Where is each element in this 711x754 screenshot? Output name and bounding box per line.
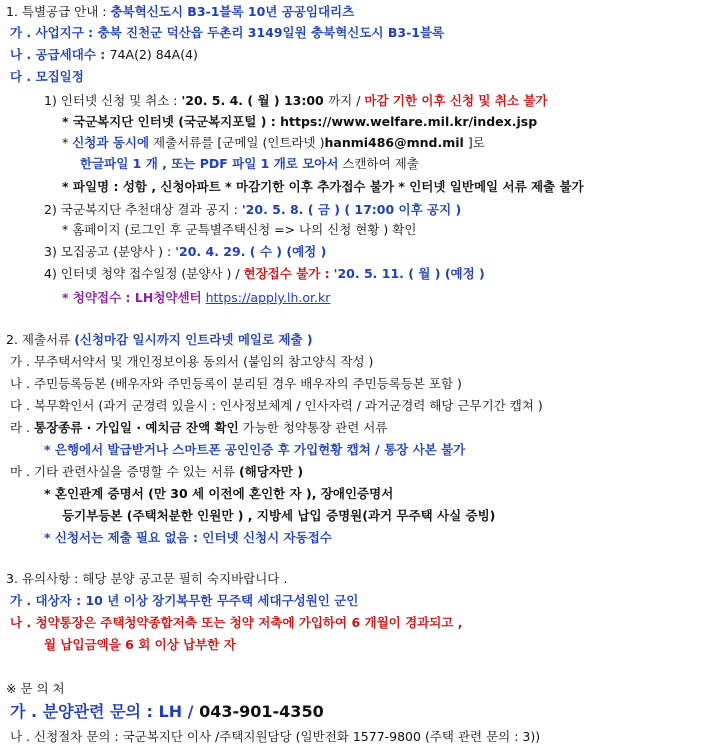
notice-line [62, 289, 330, 307]
notice-line [10, 24, 444, 42]
line-text: 한글파일 1 개 , 또는 PDF 파일 1 개로 모아서 [80, 156, 339, 171]
notice-line [10, 728, 540, 746]
notice-line [10, 46, 198, 64]
notice-line [10, 353, 373, 371]
line-text: 1) 인터넷 신청 및 취소 : [44, 93, 182, 108]
notice-line [62, 113, 537, 131]
line-text: * 신청서는 제출 필요 없음 : 인터넷 신청시 자동접수 [44, 530, 332, 545]
line-text: 월 납입금액을 6 회 이상 납부한 자 [44, 637, 236, 652]
line-text: 스캔하여 제출 [338, 156, 419, 171]
notice-line [6, 680, 65, 698]
notice-line [44, 529, 332, 547]
line-text: 74A(2) 84A(4) [109, 47, 198, 62]
line-text: 통장종류 · 가입일 · 예치금 잔액 확인 [34, 420, 239, 435]
line-text: 3. 유의사항 : 해당 분양 공고문 필히 숙지바랍니다 . [6, 571, 288, 586]
line-text: 나 . 청약통장은 주택청약종합저축 또는 청약 저축에 가입하여 6 개월이 경과되고 , [10, 615, 463, 630]
notice-line [44, 441, 465, 459]
line-text: 4) 인터넷 청약 접수일정 (분양사 ) / [44, 266, 244, 281]
notice-line [62, 221, 416, 239]
line-text: '20. 5. 11. ( 월 ) (예정 ) [333, 266, 485, 281]
notice-line [44, 92, 548, 110]
line-text: 라 . [10, 420, 34, 435]
line-text: 2. 제출서류 [6, 332, 75, 347]
line-text: 043-901-4350 [199, 702, 324, 721]
line-text: '20. 5. 8. ( 금 ) ( 17:00 이후 공지 ) [241, 202, 462, 217]
line-text: 1. 특별공급 안내 : [6, 4, 111, 19]
line-text: * 홈페이지 (로그인 후 군특별주택신청 => 나의 신청 현황 ) 확인 [62, 222, 417, 237]
line-text: 나 . 주민등록등본 (배우자와 주민등록이 분리된 경우 배우자의 주민등록등본 포함 ) [10, 376, 462, 391]
notice-line [10, 397, 543, 415]
line-text: (신청마감 일시까지 인트라넷 메일로 제출 ) [74, 332, 313, 347]
line-text: 등기부등본 (주택처분한 인원만 ) , 지방세 납입 증명원(과거 무주택 사실 증빙) [62, 508, 496, 523]
notice-line [62, 507, 495, 525]
line-text: 나 . 신청절차 문의 : 국군복지단 이사 /주택지원담당 (일반전화 1577-9800 (주택 관련 문의 : 3)) [10, 729, 541, 744]
notice-line [6, 3, 354, 21]
notice-line [80, 155, 419, 173]
notice-line [10, 614, 462, 632]
line-text: 가 . 사업지구 : 충북 진천군 덕산읍 두촌리 3149일원 충북혁신도시 B3-1블록 [10, 25, 445, 40]
line-text: 신청과 동시에 [72, 135, 150, 150]
notice-line [10, 592, 358, 610]
line-text: * 국군복지단 인터넷 (국군복지포털 ) : https://www.welfare.mil.kr/index.jsp [62, 114, 538, 129]
line-text: 나 . 공급세대수 : [10, 47, 110, 62]
line-text: 2) 국군복지단 추천대상 결과 공지 : [44, 202, 242, 217]
notice-line [44, 485, 393, 503]
url-link[interactable]: https://apply.lh.or.kr [205, 290, 331, 305]
notice-line [10, 702, 324, 722]
line-text: 제출서류를 [군메일 (인트라넷 ) [149, 135, 325, 150]
notice-line [10, 375, 462, 393]
line-text: 충북혁신도시 B3-1블록 10년 공공임대리츠 [110, 4, 355, 19]
line-text: 현장접수 불가 : [243, 266, 330, 281]
notice-line [44, 636, 236, 654]
line-text: 가 . 대상자 : 10 년 이상 장기복무한 무주택 세대구성원인 군인 [10, 593, 359, 608]
line-text: 3) 모집공고 (분양사 ) : [44, 244, 176, 259]
line-text: (해당자만 ) [238, 464, 304, 479]
notice-line [10, 68, 84, 86]
line-text: * 파일명 : 성함 , 신청아파트 * 마감기한 이후 추가접수 불가 * 인터넷 일반메일 서류 제출 불가 [62, 179, 584, 194]
line-text: * [62, 135, 73, 150]
line-text: 까지 / [328, 93, 365, 108]
line-text: '20. 5. 4. ( 월 ) 13:00 [181, 93, 329, 108]
notice-line [10, 463, 303, 481]
line-text: 다 . 복무확인서 (과거 군경력 있을시 : 인사정보체계 / 인사자력 / 과거군경력 해당 근무기간 캡쳐 ) [10, 398, 543, 413]
notice-line [10, 419, 387, 437]
line-text: * 혼인관계 증명서 (만 30 세 이전에 혼인한 자 ), 장애인증명서 [44, 486, 394, 501]
notice-line [44, 243, 326, 261]
notice-line [6, 570, 287, 588]
line-text: 가능한 청약통장 관련 서류 [238, 420, 388, 435]
line-text: 가 . 무주택서약서 및 개인정보이용 동의서 (붙임의 참고양식 작성 ) [10, 354, 374, 369]
line-text: hanmi486@mnd.mil [324, 135, 464, 150]
notice-line [6, 331, 313, 349]
line-text: 마 . 기타 관련사실을 증명할 수 있는 서류 [10, 464, 239, 479]
line-text: * 청약접수 : LH청약센터 [62, 290, 202, 305]
notice-line [62, 178, 584, 196]
line-text: 마감 기한 이후 신청 및 취소 불가 [364, 93, 548, 108]
notice-line [62, 134, 485, 152]
line-text: 가 . 분양관련 문의 : LH / [10, 702, 200, 721]
line-text: '20. 4. 29. ( 수 ) (예정 ) [175, 244, 327, 259]
line-text: * 은행에서 발급받거나 스마트폰 공인인증 후 가입현황 캡쳐 / 통장 사본 불가 [44, 442, 466, 457]
line-text: ※ 문 의 처 [6, 681, 65, 696]
line-text: 다 . 모집일정 [10, 69, 84, 84]
line-text: ]로 [463, 135, 485, 150]
notice-line [44, 201, 461, 219]
notice-line [44, 265, 485, 283]
